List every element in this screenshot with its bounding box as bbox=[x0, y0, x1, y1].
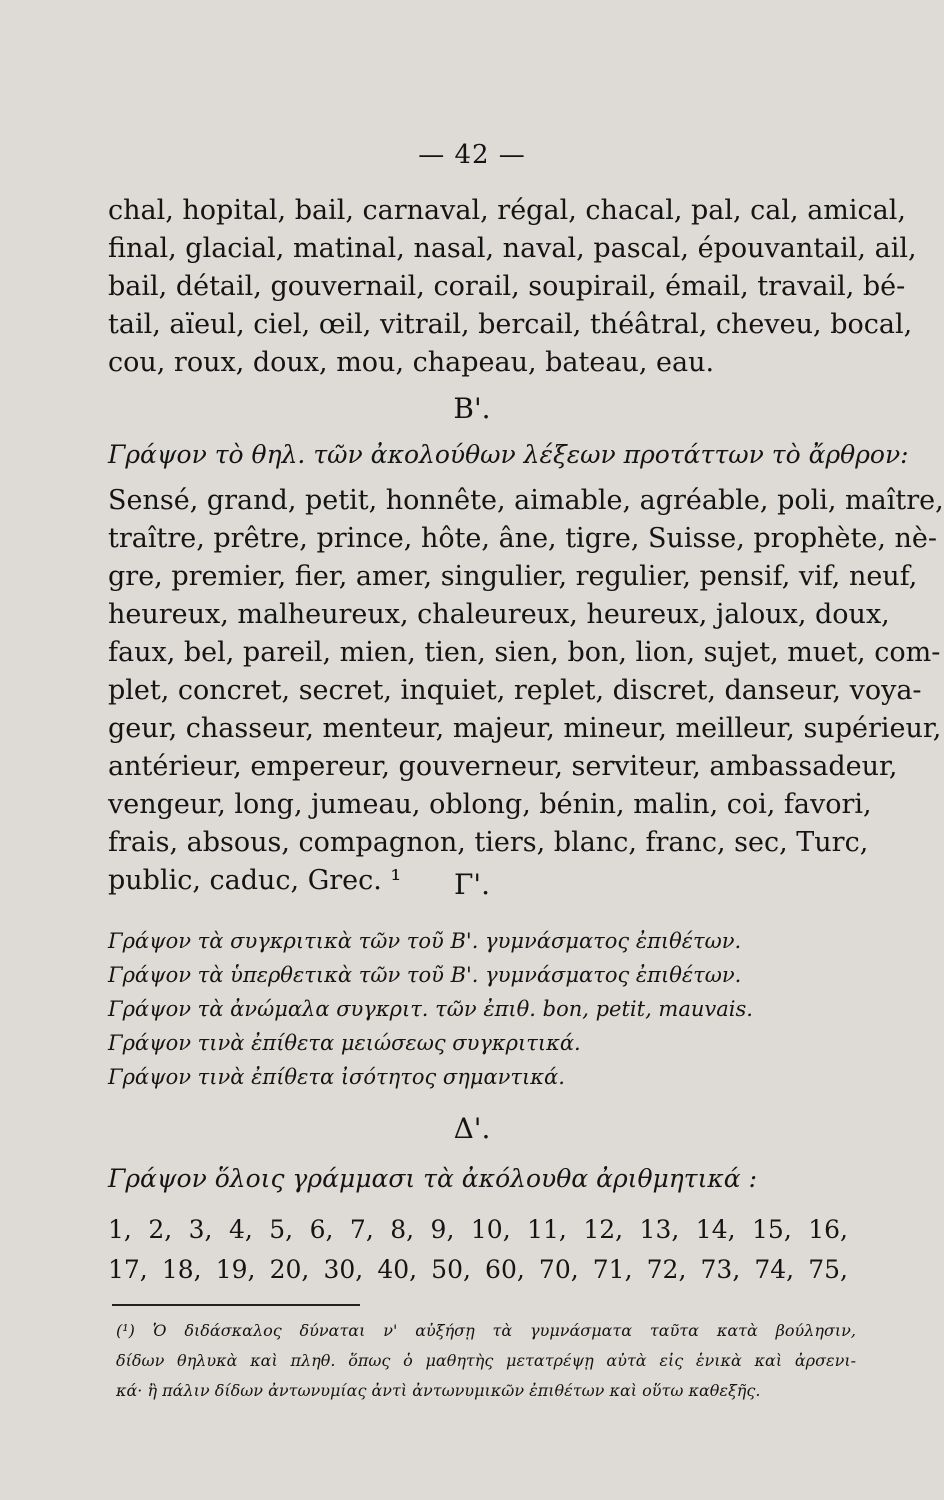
section-c-heading: Γ'. bbox=[453, 868, 491, 901]
section-b-instruction: Γράψον τὸ θηλ. τῶν ἀκολούθων λέξεων προτάττων τὸ ἄρθρον: bbox=[108, 440, 909, 469]
exercise-line: Γράψον τινὰ ἐπίθετα ἰσότητος σημαντικά. bbox=[108, 1065, 565, 1089]
section-b-heading: Β'. bbox=[453, 392, 491, 425]
section-b-word-list bbox=[108, 482, 944, 900]
text-line: frais, absous, compagnon, tiers, blanc, franc, sec, Turc, bbox=[108, 827, 869, 858]
exercise-line: Γράψον τὰ ὑπερθετικὰ τῶν τοῦ Β'. γυμνάσματος ἐπιθέτων. bbox=[108, 963, 742, 987]
section-d-instruction-wrap bbox=[108, 1160, 848, 1198]
section-b-instruction-wrap bbox=[108, 436, 909, 474]
text-line: antérieur, empereur, gouverneur, serviteur, ambassadeur, bbox=[108, 751, 898, 782]
section-d-numbers bbox=[108, 1210, 848, 1290]
footnote-line: κά· ἢ πάλιν δίδων ἀντωνυμίας ἀντὶ ἀντωνυμικῶν ἐπιθέτων καὶ οὕτω καθεξῆς. bbox=[116, 1381, 761, 1400]
text-line: cou, roux, doux, mou, chapeau, bateau, eau. bbox=[108, 347, 715, 378]
text-line: plet, concret, secret, inquiet, replet, discret, danseur, voya- bbox=[108, 675, 922, 706]
text-line: chal, hopital, bail, carnaval, régal, chacal, pal, cal, amical, bbox=[108, 195, 906, 226]
section-d-heading: Δ'. bbox=[453, 1112, 491, 1145]
text-line: public, caduc, Grec. ¹ bbox=[108, 865, 402, 896]
section-c-exercises bbox=[108, 924, 848, 1094]
text-line: tail, aïeul, ciel, œil, vitrail, bercail, théâtral, cheveu, bocal, bbox=[108, 309, 913, 340]
section-d-instruction: Γράψον ὅλοις γράμμασι τὰ ἀκόλουθα ἀριθμητικά : bbox=[108, 1164, 758, 1193]
text-line: vengeur, long, jumeau, oblong, bénin, malin, coi, favori, bbox=[108, 789, 872, 820]
footnote bbox=[116, 1316, 856, 1406]
text-line: heureux, malheureux, chaleureux, heureux, jaloux, doux, bbox=[108, 599, 890, 630]
text-line: bail, détail, gouvernail, corail, soupirail, émail, travail, bé- bbox=[108, 271, 906, 302]
exercise-line: Γράψον τινὰ ἐπίθετα μειώσεως συγκριτικά. bbox=[108, 1031, 581, 1055]
number-line: 17, 18, 19, 20, 30, 40, 50, 60, 70, 71, 72, 73, 74, 75, bbox=[108, 1255, 848, 1284]
section-a-word-list bbox=[108, 192, 917, 382]
footnote-line: (¹) Ὁ διδάσκαλος δύναται ν' αὐξήσῃ τὰ γυμνάσματα ταῦτα κατὰ βούλησιν, bbox=[116, 1321, 856, 1340]
text-line: gre, premier, fier, amer, singulier, regulier, pensif, vif, neuf, bbox=[108, 561, 918, 592]
text-line: faux, bel, pareil, mien, tien, sien, bon, lion, sujet, muet, com- bbox=[108, 637, 941, 668]
number-line: 1, 2, 3, 4, 5, 6, 7, 8, 9, 10, 11, 12, 13, 14, 15, 16, bbox=[108, 1215, 848, 1244]
text-line: geur, chasseur, menteur, majeur, mineur, meilleur, supérieur, bbox=[108, 713, 942, 744]
text-line: final, glacial, matinal, nasal, naval, pascal, épouvantail, ail, bbox=[108, 233, 917, 264]
page-number: — 42 — bbox=[418, 140, 526, 170]
text-line: Sensé, grand, petit, honnête, aimable, agréable, poli, maître, bbox=[108, 485, 944, 516]
exercise-line: Γράψον τὰ συγκριτικὰ τῶν τοῦ Β'. γυμνάσματος ἐπιθέτων. bbox=[108, 929, 742, 953]
footnote-rule bbox=[112, 1304, 360, 1306]
text-line: traître, prêtre, prince, hôte, âne, tigre, Suisse, prophète, nè- bbox=[108, 523, 937, 554]
footnote-line: δίδων θηλυκὰ καὶ πληθ. ὅπως ὁ μαθητὴς μετατρέψῃ αὐτὰ εἰς ἑνικὰ καὶ ἀρσενι- bbox=[116, 1351, 856, 1370]
exercise-line: Γράψον τὰ ἀνώμαλα συγκριτ. τῶν ἐπιθ. bon, petit, mauvais. bbox=[108, 997, 753, 1021]
